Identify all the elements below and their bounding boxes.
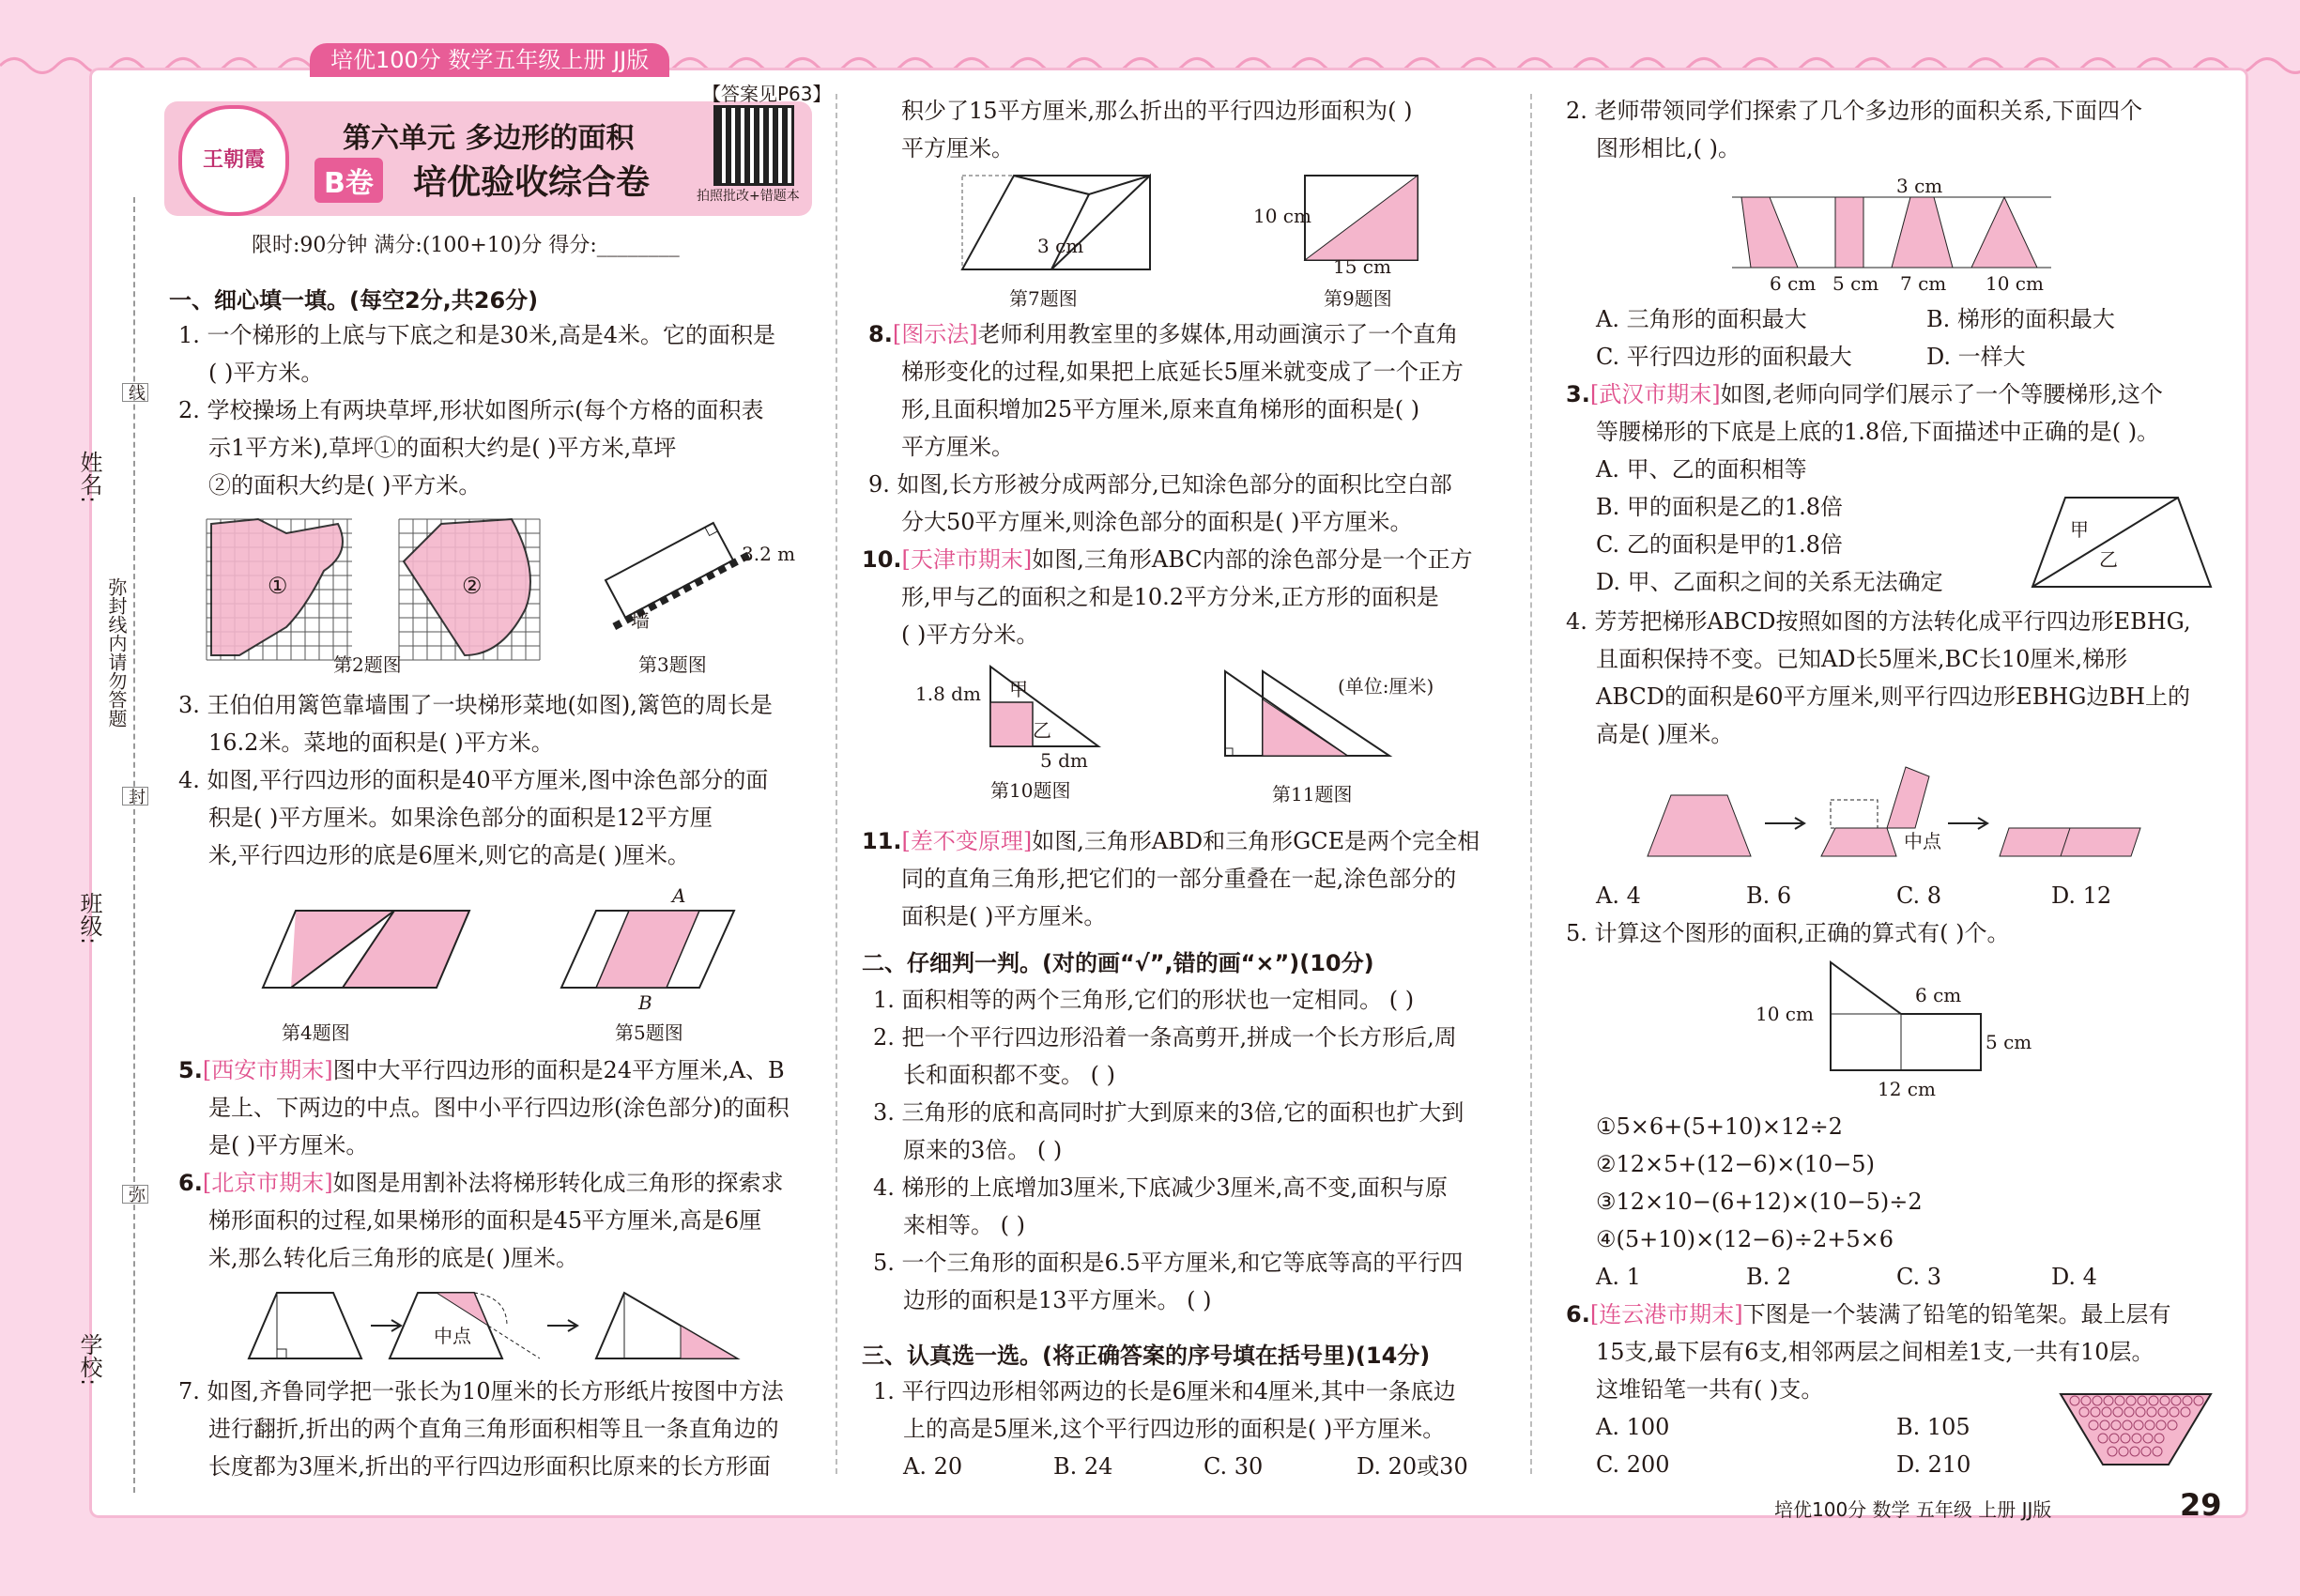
label-unit-q11: (单位:厘米) bbox=[1338, 675, 1434, 698]
q5-tag: [西安市期末] bbox=[202, 1057, 333, 1083]
series-bar: 培优100分 数学五年级上册 JJ版 bbox=[310, 43, 669, 77]
choice-6-opt-d[interactable]: D. 210 bbox=[1896, 1451, 1971, 1478]
q10-line2: 形,甲与乙的面积之和是10.2平方分米,正方形的面积是 bbox=[901, 584, 1439, 610]
figure-q2-q3 bbox=[202, 514, 821, 679]
formula-3: ③12×10−(6+12)×(10−5)÷2 bbox=[1596, 1189, 1923, 1215]
q10-line1: 10.[天津市期末]如图,三角形ABC内部的涂色部分是一个正方 bbox=[862, 546, 1473, 573]
label-6cm-c5: 6 cm bbox=[1915, 984, 1962, 1006]
caption-q4: 第4题图 bbox=[282, 1021, 350, 1044]
side-class-label: 班级: bbox=[76, 892, 102, 945]
figure-choice-3 bbox=[2028, 488, 2216, 591]
label-yi-c3: 乙 bbox=[2099, 548, 2118, 571]
label-3cm-top: 3 cm bbox=[1896, 175, 1943, 197]
q3-line1: 3. 王伯伯用篱笆靠墙围了一块梯形菜地(如图),篱笆的周长是 bbox=[178, 692, 773, 718]
col-divider-1 bbox=[836, 94, 837, 1474]
judge-2b: 长和面积都不变。 ( ) bbox=[903, 1062, 1115, 1088]
choice-4-opt-a[interactable]: A. 4 bbox=[1596, 882, 1641, 909]
section-3-heading: 三、认真选一选。(将正确答案的序号填在括号里)(14分) bbox=[862, 1343, 1431, 1369]
q10-line3: ( )平方分米。 bbox=[901, 622, 1039, 648]
label-A-q5: A bbox=[672, 884, 686, 907]
choice-4-opt-c[interactable]: C. 8 bbox=[1896, 882, 1942, 909]
choice-2-opt-a[interactable]: A. 三角形的面积最大 bbox=[1596, 306, 1807, 332]
q7-line5: 平方厘米。 bbox=[901, 135, 1014, 161]
q11-line3: 面积是( )平方厘米。 bbox=[901, 903, 1107, 929]
judge-1: 1. 面积相等的两个三角形,它们的形状也一定相同。 ( ) bbox=[873, 987, 1415, 1013]
volume-badge: B卷 bbox=[314, 158, 383, 203]
q4-line3: 米,平行四边形的底是6厘米,则它的高是( )厘米。 bbox=[208, 842, 690, 868]
page-number: 29 bbox=[2180, 1487, 2222, 1523]
q9-line2: 分大50平方厘米,则涂色部分的面积是( )平方厘米。 bbox=[901, 509, 1413, 535]
choice-3-opt-b[interactable]: B. 甲的面积是乙的1.8倍 bbox=[1596, 494, 1844, 520]
q5-text: 图中大平行四边形的面积是24平方厘米,A、B bbox=[332, 1057, 785, 1083]
choice-6-text: 下图是一个装满了铅笔的铅笔架。最上层有 bbox=[1742, 1301, 2171, 1327]
q10-text: 如图,三角形ABC内部的涂色部分是一个正方 bbox=[1032, 546, 1473, 573]
choice-4-opt-d[interactable]: D. 12 bbox=[2051, 882, 2112, 909]
judge-5b: 边形的面积是13平方厘米。 ( ) bbox=[903, 1287, 1212, 1313]
choice-6c: 这堆铅笔一共有( )支。 bbox=[1596, 1376, 1824, 1403]
q6-line2: 梯形面积的过程,如果梯形的面积是45平方厘米,高是6厘 bbox=[208, 1207, 762, 1234]
label-wall: 墙 bbox=[631, 609, 650, 632]
exam-title: 培优验收综合卷 bbox=[413, 163, 651, 202]
q2-line3: ②的面积大约是( )平方米。 bbox=[208, 472, 482, 499]
logo bbox=[178, 105, 289, 216]
caption-q7: 第7题图 bbox=[1009, 287, 1078, 310]
q1-line1: 1. 一个梯形的上底与下底之和是30米,高是4米。它的面积是 bbox=[178, 322, 775, 348]
side-name-label: 姓名: bbox=[76, 451, 102, 504]
choice-4d: 高是( )厘米。 bbox=[1596, 721, 1734, 747]
q6-tag: [北京市期末] bbox=[202, 1170, 333, 1196]
q7-line2: 进行翻折,折出的两个直角三角形面积相等且一条直角边的 bbox=[208, 1416, 779, 1442]
figure-q6 bbox=[239, 1288, 746, 1363]
q7-line1: 7. 如图,齐鲁同学把一张长为10厘米的长方形纸片按图中方法 bbox=[178, 1378, 784, 1404]
choice-3a: 3.[武汉市期末]如图,老师向同学们展示了一个等腰梯形,这个 bbox=[1566, 381, 2163, 407]
section-2-heading: 二、仔细判一判。(对的画“√”,错的画“×”)(10分) bbox=[862, 950, 1374, 976]
pencil-rack-figure bbox=[2056, 1389, 2216, 1469]
choice-4-opt-b[interactable]: B. 6 bbox=[1746, 882, 1792, 909]
choice-6-tag: [连云港市期末] bbox=[1589, 1301, 1743, 1327]
choice-6b: 15支,最下层有6支,相邻两层之间相差1支,一共有10层。 bbox=[1596, 1339, 2154, 1365]
choice-3-opt-c[interactable]: C. 乙的面积是甲的1.8倍 bbox=[1596, 531, 1843, 558]
caption-q10: 第10题图 bbox=[990, 779, 1071, 802]
choice-5-opt-d[interactable]: D. 4 bbox=[2051, 1264, 2097, 1290]
logo-text: 王朝霞 bbox=[202, 148, 265, 172]
q5-line2: 是上、下两边的中点。图中小平行四边形(涂色部分)的面积 bbox=[208, 1095, 790, 1121]
answer-ref: 【答案见P63】 bbox=[702, 83, 832, 105]
choice-4c: ABCD的面积是60平方厘米,则平行四边形EBHG边BH上的 bbox=[1596, 683, 2191, 710]
label-yi-q10: 乙 bbox=[1033, 719, 1051, 742]
q11-text: 如图,三角形ABD和三角形GCE是两个完全相 bbox=[1032, 828, 1480, 854]
choice-2-opt-b[interactable]: B. 梯形的面积最大 bbox=[1926, 306, 2115, 332]
choice-2-opt-d[interactable]: D. 一样大 bbox=[1926, 344, 2026, 370]
q6-text: 如图是用割补法将梯形转化成三角形的探索求 bbox=[332, 1170, 784, 1196]
q8-line3: 形,且面积增加25平方厘米,原来直角梯形的面积是( ) bbox=[901, 396, 1420, 422]
label-12cm-c5: 12 cm bbox=[1878, 1078, 1936, 1100]
choice-5-opt-a[interactable]: A. 1 bbox=[1596, 1264, 1641, 1290]
q10-tag: [天津市期末] bbox=[901, 546, 1033, 573]
qr-code[interactable] bbox=[713, 105, 794, 186]
seal-feng: 封 bbox=[122, 787, 148, 806]
q4-line1: 4. 如图,平行四边形的面积是40平方厘米,图中涂色部分的面 bbox=[178, 767, 769, 793]
formula-1: ①5×6+(5+10)×12÷2 bbox=[1596, 1113, 1843, 1140]
choice-3-opt-a[interactable]: A. 甲、乙的面积相等 bbox=[1596, 456, 1807, 483]
caption-q3: 第3题图 bbox=[638, 653, 707, 676]
q9-line1: 9. 如图,长方形被分成两部分,已知涂色部分的面积比空白部 bbox=[868, 471, 1452, 498]
caption-q5: 第5题图 bbox=[615, 1021, 683, 1044]
choice-6a: 6.[连云港市期末]下图是一个装满了铅笔的铅笔架。最上层有 bbox=[1566, 1301, 2171, 1327]
judge-3a: 3. 三角形的底和高同时扩大到原来的3倍,它的面积也扩大到 bbox=[873, 1099, 1464, 1126]
label-jia-c3: 甲 bbox=[2070, 518, 2089, 541]
q11-line1: 11.[差不变原理]如图,三角形ABD和三角形GCE是两个完全相 bbox=[862, 828, 1480, 854]
q7-line3: 长度都为3厘米,折出的平行四边形面积比原来的长方形面 bbox=[208, 1453, 771, 1480]
figure-q4-q5 bbox=[253, 901, 760, 995]
label-10cm-c5: 10 cm bbox=[1756, 1003, 1814, 1025]
unit-title: 第六单元 多边形的面积 bbox=[343, 122, 635, 155]
label-10cm-q9: 10 cm bbox=[1253, 205, 1311, 227]
caption-q11: 第11题图 bbox=[1272, 783, 1353, 806]
label-3cm-q7: 3 cm bbox=[1037, 235, 1084, 257]
caption-q2: 第2题图 bbox=[333, 653, 402, 676]
choice-3b: 等腰梯形的下底是上底的1.8倍,下面描述中正确的是( )。 bbox=[1596, 419, 2160, 445]
q5-line1: 5.[西安市期末]图中大平行四边形的面积是24平方厘米,A、B bbox=[178, 1057, 785, 1083]
label-5cm-c5: 5 cm bbox=[1986, 1031, 2032, 1053]
binding-line bbox=[133, 197, 135, 1493]
figure-choice-2 bbox=[1732, 188, 2051, 272]
label-circle-2: ② bbox=[462, 573, 483, 599]
label-10cm: 10 cm bbox=[1986, 272, 2044, 295]
choice-6-opt-b[interactable]: B. 105 bbox=[1896, 1414, 1970, 1440]
q1-line2: ( )平方米。 bbox=[208, 360, 324, 386]
choice-1a: 1. 平行四边形相邻两边的长是6厘米和4厘米,其中一条底边 bbox=[873, 1378, 1456, 1404]
choice-5-opt-c[interactable]: C. 3 bbox=[1896, 1264, 1942, 1290]
q8-line1: 8.[图示法]老师利用教室里的多媒体,用动画演示了一个直角 bbox=[868, 321, 1459, 347]
choice-4b: 且面积保持不变。已知AD长5厘米,BC长10厘米,梯形 bbox=[1596, 646, 2128, 672]
judge-5a: 5. 一个三角形的面积是6.5平方厘米,和它等底等高的平行四 bbox=[873, 1250, 1464, 1276]
q2-line2: 示1平方米),草坪①的面积大约是( )平方米,草坪 bbox=[208, 435, 677, 461]
choice-1b: 上的高是5厘米,这个平行四边形的面积是( )平方厘米。 bbox=[903, 1416, 1446, 1442]
q8-line4: 平方厘米。 bbox=[901, 434, 1014, 460]
choice-1-opt-d[interactable]: D. 20或30 bbox=[1357, 1453, 1468, 1480]
q2-line1: 2. 学校操场上有两块草坪,形状如图所示(每个方格的面积表 bbox=[178, 397, 764, 423]
judge-2a: 2. 把一个平行四边形沿着一条高剪开,拼成一个长方形后,周 bbox=[873, 1024, 1457, 1051]
caption-q9: 第9题图 bbox=[1324, 287, 1392, 310]
q8-text: 老师利用教室里的多媒体,用动画演示了一个直角 bbox=[977, 321, 1459, 347]
formula-4: ④(5+10)×(12−6)÷2+5×6 bbox=[1596, 1226, 1894, 1252]
label-midpoint: 中点 bbox=[434, 1325, 471, 1347]
choice-5-opt-b[interactable]: B. 2 bbox=[1746, 1264, 1792, 1290]
choice-2b: 图形相比,( )。 bbox=[1596, 135, 1740, 161]
choice-1-opt-c[interactable]: C. 30 bbox=[1204, 1453, 1264, 1480]
choice-3-opt-d[interactable]: D. 甲、乙面积之间的关系无法确定 bbox=[1596, 569, 1943, 595]
label-5dm: 5 dm bbox=[1040, 749, 1088, 772]
exam-meta: 限时:90分钟 满分:(100+10)分 得分:________ bbox=[252, 234, 680, 257]
side-school-label: 学校: bbox=[76, 1333, 102, 1387]
label-6cm: 6 cm bbox=[1770, 272, 1817, 295]
formula-2: ②12×5+(12−6)×(10−5) bbox=[1596, 1151, 1875, 1177]
q5-line3: 是( )平方厘米。 bbox=[208, 1132, 369, 1159]
label-circle-1: ① bbox=[268, 573, 288, 599]
q8-line2: 梯形变化的过程,如果把上底延长5厘米就变成了一个正方 bbox=[901, 359, 1464, 385]
label-7cm: 7 cm bbox=[1900, 272, 1947, 295]
label-jia-q10: 甲 bbox=[1009, 678, 1028, 700]
judge-3b: 原来的3倍。 ( ) bbox=[903, 1137, 1063, 1163]
label-1-8dm: 1.8 dm bbox=[915, 683, 981, 705]
choice-2a: 2. 老师带领同学们探索了几个多边形的面积关系,下面四个 bbox=[1566, 98, 2143, 124]
q4-line2: 积是( )平方厘米。如果涂色部分的面积是12平方厘 bbox=[208, 805, 713, 831]
label-15cm-q9: 15 cm bbox=[1333, 255, 1391, 278]
judge-4a: 4. 梯形的上底增加3厘米,下底减少3厘米,高不变,面积与原 bbox=[873, 1174, 1448, 1201]
judge-4b: 来相等。 ( ) bbox=[903, 1212, 1025, 1238]
choice-1-opt-a[interactable]: A. 20 bbox=[903, 1453, 963, 1480]
footer-text: 培优100分 数学 五年级 上册 JJ版 bbox=[1774, 1498, 2052, 1521]
seal-mi: 弥 bbox=[122, 1185, 148, 1204]
choice-1-opt-b[interactable]: B. 24 bbox=[1053, 1453, 1113, 1480]
q11-tag: [差不变原理] bbox=[901, 828, 1033, 854]
label-3-2m: 3.2 m bbox=[742, 543, 796, 565]
label-midpoint-c4: 中点 bbox=[1904, 830, 1941, 852]
choice-6-opt-a[interactable]: A. 100 bbox=[1596, 1414, 1670, 1440]
choice-3-tag: [武汉市期末] bbox=[1589, 381, 1721, 407]
seal-xian: 线 bbox=[122, 383, 148, 402]
section-1-heading: 一、细心填一填。(每空2分,共26分) bbox=[169, 287, 539, 314]
choice-2-opt-c[interactable]: C. 平行四边形的面积最大 bbox=[1596, 344, 1852, 370]
label-B-q5: B bbox=[638, 991, 652, 1014]
col-divider-2 bbox=[1530, 94, 1532, 1474]
q11-line2: 同的直角三角形,把它们的一部分重叠在一起,涂色部分的 bbox=[901, 866, 1457, 892]
figure-choice-5 bbox=[1826, 958, 1995, 1080]
label-5cm: 5 cm bbox=[1832, 272, 1879, 295]
choice-4a: 4. 芳芳把梯形ABCD按照如图的方法转化成平行四边形EBHG, bbox=[1566, 608, 2191, 635]
q8-tag: [图示法] bbox=[892, 321, 978, 347]
choice-5: 5. 计算这个图形的面积,正确的算式有( )个。 bbox=[1566, 920, 2010, 946]
seal-note: 弥封线内请勿答题 bbox=[105, 577, 128, 728]
q6-line1: 6.[北京市期末]如图是用割补法将梯形转化成三角形的探索求 bbox=[178, 1170, 784, 1196]
choice-3-text: 如图,老师向同学们展示了一个等腰梯形,这个 bbox=[1720, 381, 2163, 407]
q6-line3: 米,那么转化后三角形的底是( )厘米。 bbox=[208, 1245, 578, 1271]
qr-caption: 拍照批改+错题本 bbox=[697, 189, 800, 204]
choice-6-opt-c[interactable]: C. 200 bbox=[1596, 1451, 1670, 1478]
q7-line4: 积少了15平方厘米,那么折出的平行四边形面积为( ) bbox=[901, 98, 1413, 124]
q3-line2: 16.2米。菜地的面积是( )平方米。 bbox=[208, 729, 554, 756]
